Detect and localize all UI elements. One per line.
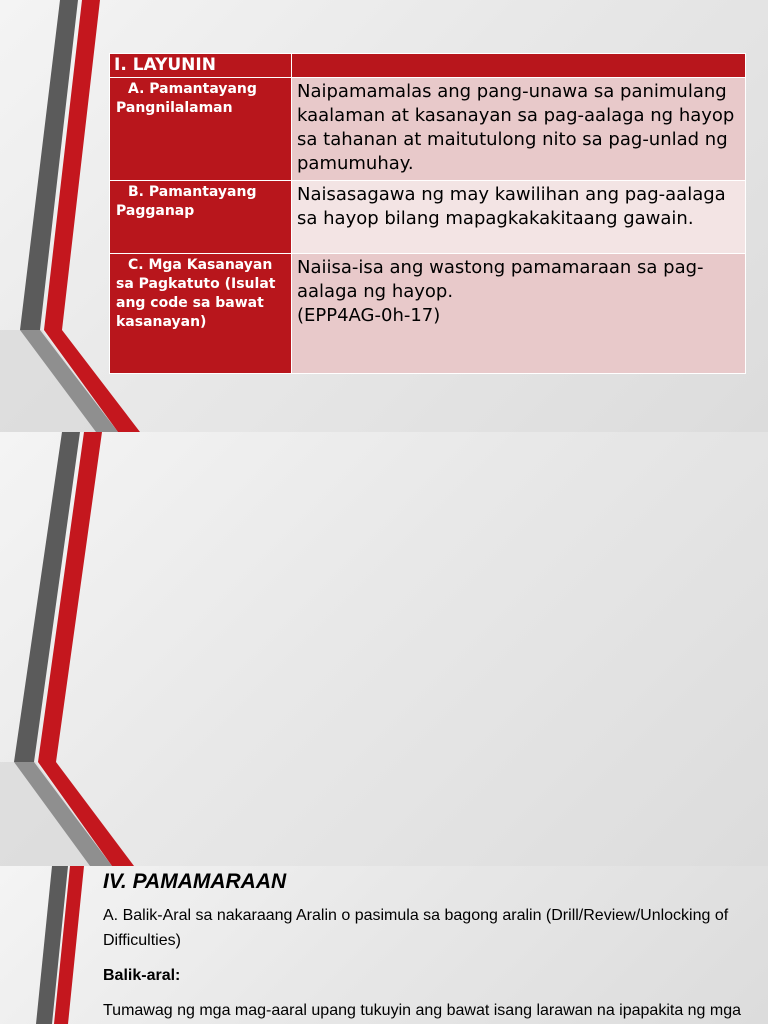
row-label-pangnilalaman: A. Pamantayang Pangnilalaman bbox=[110, 78, 292, 181]
pamamaraan-heading: IV. PAMAMARAAN bbox=[103, 870, 287, 893]
row-text-pagganap: Naisasagawa ng may kawilihan ang pag-aalaga sa hayop bilang mapagkakakitaang gawain. bbox=[292, 181, 746, 254]
layunin-title-empty bbox=[292, 54, 746, 78]
kasanayan-text: Naiisa-isa ang wastong pamamaraan sa pag-aalaga ng hayop. bbox=[297, 257, 704, 302]
kasanayan-code: (EPP4AG-0h-17) bbox=[297, 305, 441, 326]
row-label-kasanayan: C. Mga Kasanayan sa Pagkatuto (Isulat ang code sa bawat kasanayan) bbox=[110, 254, 292, 374]
layunin-table bbox=[109, 53, 746, 374]
row-label-pagganap: B. Pamantayang Pagganap bbox=[110, 181, 292, 254]
balik-aral-subheading: Balik-aral: bbox=[103, 967, 181, 984]
slide-decoration bbox=[0, 432, 160, 866]
row-text-pangnilalaman: Naipamamalas ang pang-unawa sa panimulang kaalaman at kasanayan sa pag-aalaga ng hayop sa tahanan at maitutulong nito sa pag-unlad ng pamumuhay. bbox=[292, 78, 746, 181]
pamamaraan-content bbox=[103, 866, 763, 1024]
balik-aral-body: Tumawag ng mga mag-aaral upang tukuyin ang bawat isang larawan na ipapakita ng mga bbox=[103, 1002, 742, 1019]
balik-aral-item: A. Balik-Aral sa nakaraang Aralin o pasimula sa bagong aralin (Drill/Review/Unlocking of Difficulties) bbox=[103, 907, 729, 949]
slide-decoration bbox=[0, 866, 110, 1024]
layunin-title: I. LAYUNIN bbox=[110, 54, 292, 78]
slide-nilalaman bbox=[0, 432, 768, 866]
row-text-kasanayan bbox=[292, 254, 746, 374]
slide-pamamaraan bbox=[0, 866, 768, 1024]
slide-layunin bbox=[0, 0, 768, 432]
